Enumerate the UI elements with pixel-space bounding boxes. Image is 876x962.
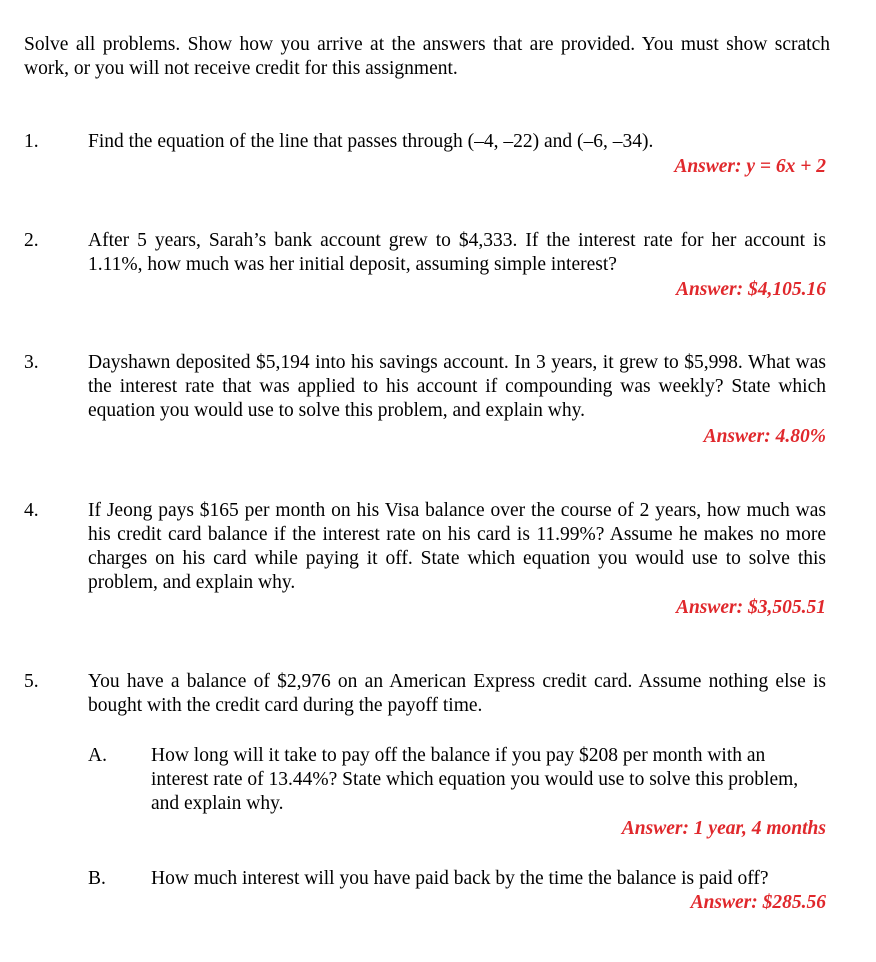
problem-3-number: 3. xyxy=(24,352,39,373)
problem-2-text: After 5 years, Sarah’s bank account grew to $4,333. If the interest rate for her account is 1.11%, how much was her initial deposit, assuming simple interest? xyxy=(88,230,826,275)
problem-5b-letter: B. xyxy=(88,868,106,889)
problem-2-answer: Answer: $4,105.16 xyxy=(675,279,826,300)
problem-5-number: 5. xyxy=(24,671,39,692)
problem-1-answer: Answer: y = 6x + 2 xyxy=(674,156,826,177)
problem-3-text: Dayshawn deposited $5,194 into his savings account. In 3 years, it grew to $5,998. What was the interest rate that was applied to his account if compounding was weekly? State which equation you would use to solve this problem, and explain why. xyxy=(88,352,826,421)
instructions: Solve all problems. Show how you arrive at the answers that are provided. You must show scratch work, or you will not receive credit for this assignment. xyxy=(24,34,830,79)
problem-5a-answer: Answer: 1 year, 4 months xyxy=(621,818,826,839)
problem-5b-text: How much interest will you have paid back by the time the balance is paid off? xyxy=(151,868,769,889)
problem-5-text: You have a balance of $2,976 on an American Express credit card. Assume nothing else is bought with the credit card during the payoff time. xyxy=(88,671,826,716)
problem-1-text: Find the equation of the line that passes through (–4, –22) and (–6, –34). xyxy=(88,131,654,152)
problem-5b-answer: Answer: $285.56 xyxy=(690,892,826,913)
problem-4-number: 4. xyxy=(24,500,39,521)
problem-4-text: If Jeong pays $165 per month on his Visa balance over the course of 2 years, how much was his credit card balance if the interest rate on his card is 11.99%? Assume he makes no more charges on his card while paying it off. State which equation you would use to solve this problem, and explain why. xyxy=(88,500,826,593)
problem-4-answer: Answer: $3,505.51 xyxy=(675,597,826,618)
problem-2-number: 2. xyxy=(24,230,39,251)
problem-5a-letter: A. xyxy=(88,745,107,766)
problem-1-number: 1. xyxy=(24,131,39,152)
problem-3-answer: Answer: 4.80% xyxy=(703,426,826,447)
problem-5a-text: How long will it take to pay off the balance if you pay $208 per month with an interest rate of 13.44%? State which equation you would use to solve this problem, and explain why. xyxy=(151,745,799,814)
